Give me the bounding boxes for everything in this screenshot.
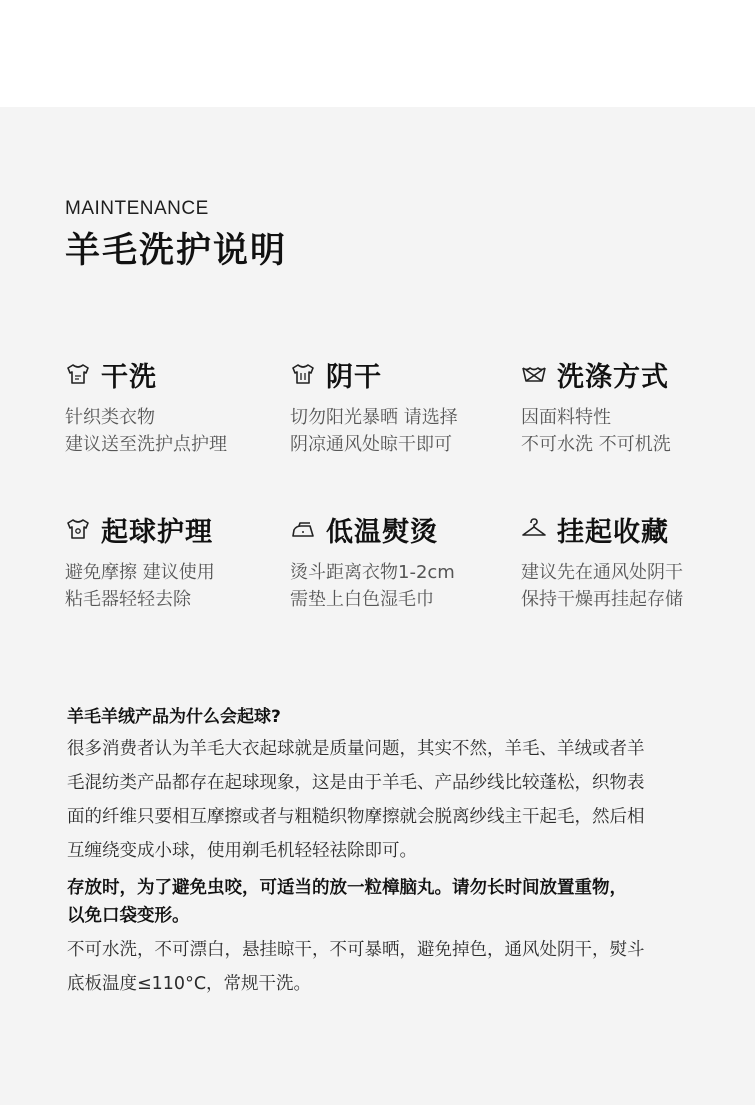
care-item-title: 挂起收藏: [557, 516, 669, 548]
section-eyebrow: MAINTENANCE: [65, 198, 209, 219]
care-item-title: 阴干: [326, 361, 382, 393]
care-item-line: 建议送至洗护点护理: [65, 434, 227, 455]
care-item-title: 低温熨烫: [326, 516, 438, 548]
no-wash-basin-icon: [521, 361, 547, 387]
faq-question: 羊毛羊绒产品为什么会起球?: [67, 707, 281, 727]
care-item-title: 干洗: [101, 361, 157, 393]
storage-note-line: 存放时，为了避免虫咬，可适当的放一粒樟脑丸。请勿长时间放置重物，: [67, 878, 627, 898]
faq-answer: [67, 732, 697, 868]
faq-answer-line: 面的纤维只要相互摩擦或者与粗糙织物摩擦就会脱离纱线主干起毛，然后相: [67, 807, 645, 827]
care-item-title: 洗涤方式: [557, 361, 669, 393]
care-item-hang: [521, 511, 751, 613]
faq-answer-line: 毛混纺类产品都存在起球现象，这是由于羊毛、产品纱线比较蓬松，织物表: [67, 773, 645, 793]
care-item-line: 需垫上白色湿毛巾: [290, 589, 434, 610]
care-item-line: 不可水洗 不可机洗: [521, 434, 671, 455]
care-item-line: 针织类衣物: [65, 407, 155, 428]
faq-answer-line: 很多消费者认为羊毛大衣起球就是质量问题，其实不然，羊毛、羊绒或者羊: [67, 739, 645, 759]
tshirt-shade-dry-icon: [290, 361, 316, 387]
care-item-line: 保持干燥再挂起存储: [521, 589, 683, 610]
care-item-line: 粘毛器轻轻去除: [65, 589, 191, 610]
care-item-shade-dry: [290, 356, 520, 458]
care-item-line: 阴凉通风处晾干即可: [290, 434, 452, 455]
care-item-iron: [290, 511, 520, 613]
wash-instructions: [67, 933, 697, 1001]
care-item-wash-method: [521, 356, 751, 458]
care-item-line: 因面料特性: [521, 407, 611, 428]
tshirt-dryclean-icon: [65, 361, 91, 387]
page-title: 羊毛洗护说明: [65, 231, 288, 271]
wash-instructions-line: 不可水洗，不可漂白，悬挂晾干，不可暴晒，避免掉色，通风处阴干，熨斗: [67, 940, 645, 960]
care-item-line: 烫斗距离衣物1-2cm: [290, 562, 455, 583]
care-item-title: 起球护理: [101, 516, 213, 548]
care-item-line: 避免摩擦 建议使用: [65, 562, 215, 583]
wash-instructions-line: 底板温度≤110°C，常规干洗。: [67, 974, 312, 994]
tshirt-pilling-icon: [65, 516, 91, 542]
faq-answer-line: 互缠绕变成小球，使用剃毛机轻轻祛除即可。: [67, 841, 417, 861]
storage-note: [67, 874, 697, 930]
storage-note-line: 以免口袋变形。: [67, 906, 190, 926]
care-item-line: 切勿阳光暴晒 请选择: [290, 407, 458, 428]
hanger-icon: [521, 516, 547, 542]
care-item-line: 建议先在通风处阴干: [521, 562, 683, 583]
care-item-dryclean: [65, 356, 295, 458]
iron-low-temp-icon: [290, 516, 316, 542]
care-item-pilling: [65, 511, 295, 613]
